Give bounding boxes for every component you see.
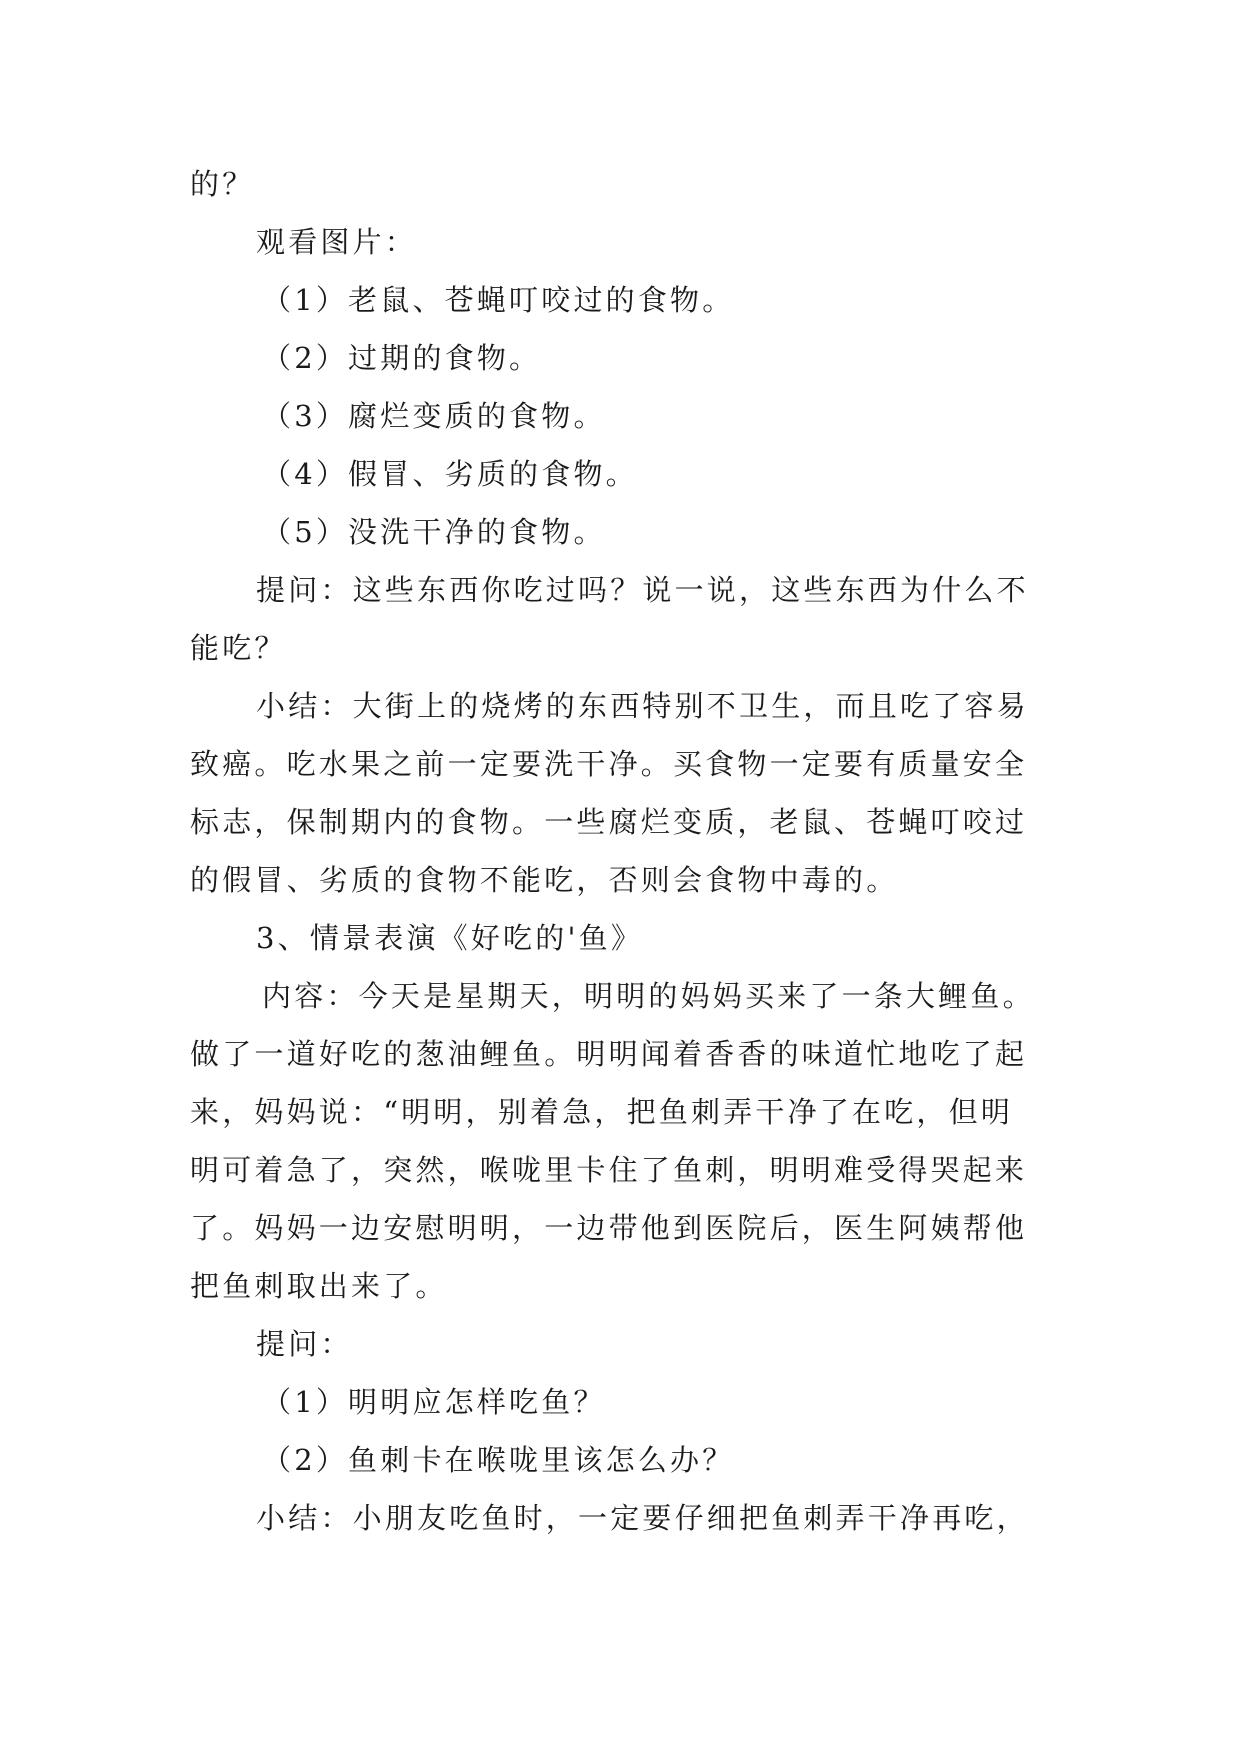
text-line: 明可着急了，突然，喉咙里卡住了鱼刺，明明难受得哭起来: [190, 1153, 1028, 1187]
text-line: 的？: [190, 167, 255, 201]
list-item: （1）老鼠、苍蝇叮咬过的食物。: [262, 283, 735, 317]
section-heading: 3、情景表演《好吃的'鱼》: [256, 921, 644, 955]
list-item: （5）没洗干净的食物。: [262, 515, 606, 549]
text-line: 提问：: [256, 1327, 353, 1361]
text-line: 能吃？: [190, 631, 287, 665]
text-line: 观看图片：: [256, 225, 418, 259]
list-item: （3）腐烂变质的食物。: [262, 399, 606, 433]
text-line: 内容：今天是星期天，明明的妈妈买来了一条大鲤鱼。: [262, 979, 1035, 1013]
list-item: （2）鱼刺卡在喉咙里该怎么办？: [262, 1443, 735, 1477]
list-item: （2）过期的食物。: [262, 341, 542, 375]
text-line: 小结：小朋友吃鱼时，一定要仔细把鱼刺弄干净再吃，: [256, 1501, 1029, 1535]
text-line: 标志，保制期内的食物。一些腐烂变质，老鼠、苍蝇叮咬过: [190, 805, 1028, 839]
text-line: 的假冒、劣质的食物不能吃，否则会食物中毒的。: [190, 863, 899, 897]
text-line: 把鱼刺取出来了。: [190, 1269, 448, 1303]
list-item: （4）假冒、劣质的食物。: [262, 457, 638, 491]
text-line: 提问：这些东西你吃过吗？说一说，这些东西为什么不: [256, 573, 1029, 607]
text-line: 做了一道好吃的葱油鲤鱼。明明闻着香香的味道忙地吃了起: [190, 1037, 1028, 1071]
list-item: （1）明明应怎样吃鱼？: [262, 1385, 606, 1419]
text-line: 了。妈妈一边安慰明明，一边带他到医院后，医生阿姨帮他: [190, 1211, 1028, 1245]
text-line: 小结：大街上的烧烤的东西特别不卫生，而且吃了容易: [256, 689, 1029, 723]
text-line: 致癌。吃水果之前一定要洗干净。买食物一定要有质量安全: [190, 747, 1028, 781]
text-line: 来，妈妈说：“明明，别着急，把鱼刺弄干净了在吃，但明: [190, 1095, 1014, 1129]
